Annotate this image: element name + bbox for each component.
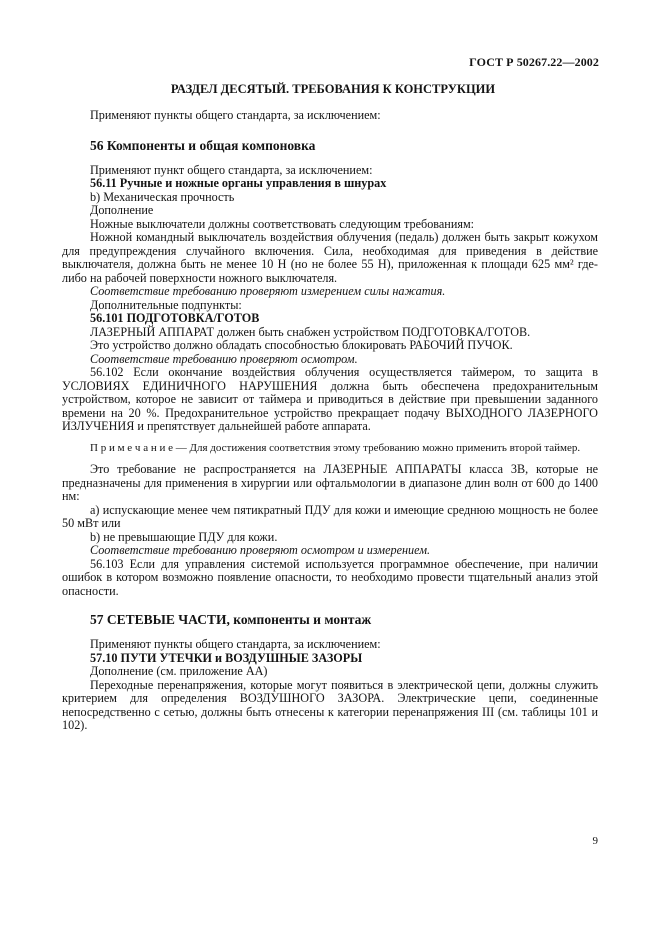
spacer: [62, 434, 598, 442]
paragraph: Ножные выключатели должны соответствовать следующим требованиям:: [90, 216, 475, 231]
intro-paragraph: Применяют пункты общего стандарта, за исключением:: [90, 108, 381, 122]
compliance-note: Соответствие требованию проверяют осмотром и измерением.: [90, 543, 431, 557]
paragraph: ЛАЗЕРНЫЙ АППАРАТ должен быть снабжен устройством ПОДГОТОВКА/ГОТОВ.: [90, 324, 531, 339]
standard-code: ГОСТ Р 50267.22—2002: [469, 55, 599, 69]
paragraph: Это устройство должно обладать способностью блокировать РАБОЧИЙ ПУЧОК.: [90, 338, 513, 352]
paragraph: Ножной командный выключатель воздействия облучения (педаль) должен быть закрыт кожухом для предупреждения случайного включения. Сила, необходимая для приведения в действие выключателя, должна быть не менее 10 Н (но не более 55 Н), приложенная к площади 625 мм² где-либо на рабочей поверхности ножного выключателя.: [62, 230, 598, 285]
paragraph: Дополнительные подпункты:: [90, 297, 242, 312]
list-item: b) не превышающие ПДУ для кожи.: [90, 529, 278, 544]
paragraph: Применяют пункт общего стандарта, за исключением:: [90, 162, 373, 177]
paragraph: 56.102 Если окончание воздействия облучения осуществляется таймером, то защита в УСЛОВИЯХ ЕДИНИЧНОГО НАРУШЕНИЯ должна быть обеспечена предохранительным устройством, которое не зависит от таймера и приводиться в действие при превышении заданного времени на 20 %. Предохранительное устройство прекращает подачу ВЫХОДНОГО ЛАЗЕРНОГО ИЗЛУЧЕНИЯ и препятствует дальнейшей работе аппарата.: [62, 365, 598, 433]
paragraph: b) Механическая прочность: [90, 189, 235, 204]
paragraph: Дополнение (см. приложение АА): [90, 664, 268, 678]
heading-56: 56 Компоненты и общая компоновка: [90, 137, 316, 153]
paragraph: Это требование не распространяется на ЛАЗЕРНЫЕ АППАРАТЫ класса 3В, которые не предназначены для применения в хирургии или офтальмологии в диапазоне длин волн от 600 до 1400 нм:: [62, 462, 598, 503]
section-title: РАЗДЕЛ ДЕСЯТЫЙ. ТРЕБОВАНИЯ К КОНСТРУКЦИИ: [170, 82, 496, 96]
paragraph: Применяют пункты общего стандарта, за исключением:: [90, 637, 381, 651]
subclause-heading: 57.10 ПУТИ УТЕЧКИ и ВОЗДУШНЫЕ ЗАЗОРЫ: [90, 650, 363, 665]
list-item: a) испускающие менее чем пятикратный ПДУ для кожи и имеющие среднюю мощность не более 50 мВт или: [62, 502, 598, 530]
subclause-heading: 56.11 Ручные и ножные органы управления в шнурах: [90, 176, 387, 190]
compliance-note: Соответствие требованию проверяют измерением силы нажатия.: [90, 284, 446, 298]
compliance-note: Соответствие требованию проверяют осмотром.: [90, 351, 358, 366]
note-paragraph: П р и м е ч а н и е — Для достижения соответствия этому требованию можно применить второй таймер.: [90, 441, 581, 454]
page-content: [62, 82, 598, 733]
paragraph: Переходные перенапряжения, которые могут появиться в электрической цепи, должны служить критерием для определения ВОЗДУШНОГО ЗАЗОРА. Электрические цепи, соединенные непосредственно с сетью, должны быть отнесены к категории перенапряжения III (см. таблицы 101 и 102).: [62, 677, 598, 732]
paragraph: Дополнение: [90, 203, 154, 217]
heading-57: 57 СЕТЕВЫЕ ЧАСТИ, компоненты и монтаж: [90, 612, 372, 627]
page-number: 9: [592, 835, 598, 847]
subclause-heading: 56.101 ПОДГОТОВКА/ГОТОВ: [90, 311, 260, 325]
paragraph: 56.103 Если для управления системой используется программное обеспечение, при наличии ошибок в котором возможно появление опасности, то необходимо провести тщательный анализ этой опасности.: [62, 556, 598, 598]
